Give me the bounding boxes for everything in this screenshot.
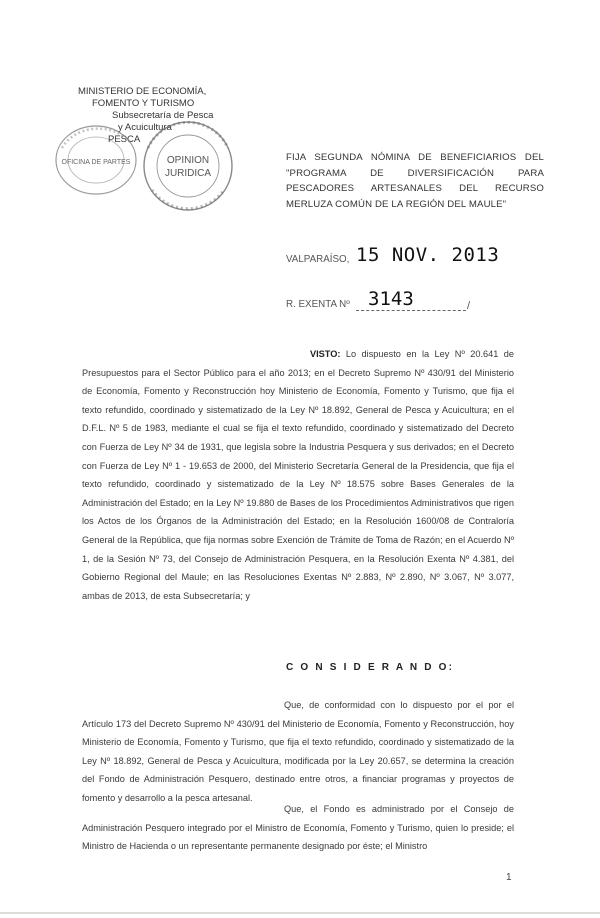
resolution-suffix: / xyxy=(467,300,471,312)
resolution-number: 3143 xyxy=(368,288,414,310)
official-stamp xyxy=(48,118,238,218)
considerando-paragraph-1 xyxy=(82,696,514,808)
ministry-line-5: PESCA xyxy=(108,134,141,145)
paragraph-2-text: Que, el Fondo es administrado por el Consejo de Administración Pesquero integrado por el Ministro de Economía, Fomento y Turismo, quien lo preside; el Ministro de Hacienda o un representante permanente designado por éste; el Ministro xyxy=(82,804,514,852)
ministry-line-1: MINISTERIO DE ECONOMÍA, xyxy=(78,86,207,97)
ministry-line-3: Subsecretaría de Pesca xyxy=(112,110,214,121)
page-number: 1 xyxy=(506,872,512,883)
resolution-label: R. EXENTA Nº xyxy=(286,299,350,310)
stamp-inner-line-2: JURIDICA xyxy=(164,168,212,179)
stamp-inner-line-1: OPINION xyxy=(166,155,210,166)
visto-text: Lo dispuesto en la Ley Nº 20.641 de Presupuestos para el Sector Público para el año 2013; en el Decreto Supremo Nº 430/91 del Ministerio de Economía, Fomento y Reconstrucción hoy Ministerio de Economía, Fomento y Turismo, que fija el texto refundido, coordinado y sistematizado de la Ley Nº 18.892, General de Pesca y Acuicultura; en el D.F.L. Nº 5 de 1983, mediante el cual se fija el texto refundido, coordinado y sistematizado del Decreto con Fuerza de Ley Nº 34 de 1931, que legisla sobre la Industria Pesquera y sus derivados; en el Decreto con Fuerza de Ley Nº 1 - 19.653 de 2000, del Ministerio Secretaría General de la Presidencia, que fija el texto refundido, coordinado y sistematizado de la Ley Nº 18.575 sobre Bases Generales de la Administración del Estado; en la Ley Nº 19.880 de Bases de los Procedimientos Administrativos que rigen los Actos de los Órganos de la Administración del Estado; en la Resolución 1600/08 de Contraloría General de la República, que fija normas sobre Exención de Trámite de Toma de Razón; en el Acuerdo Nº 1, de la Sesión Nº 73, del Consejo de Administración Pesquera, en la Resolución Exenta Nº 4.381, del Gobierno Regional del Maule; en las Resoluciones Exentas Nº 2.883, Nº 2.890, Nº 3.067, Nº 3.077, ambas de 2013, de esta Subsecretaría; y xyxy=(82,349,514,601)
considerando-paragraph-2 xyxy=(82,800,514,856)
stamp-seal-icon xyxy=(48,118,238,218)
paragraph-1-text: Que, de conformidad con lo dispuesto por el por el Artículo 173 del Decreto Supremo Nº 430/91 del Ministerio de Economía, Fomento y Reconstrucción, hoy Ministerio de Economía, Fomento y Turismo, que fija el texto refundido, coordinado y sistematizado de la Ley Nº 18.892, General de Pesca y Acuicultura, modificada por la Ley 20.657, se determina la creación del Fondo de Administración Pesquero, destinado entre otros, a financiar programas y proyectos de fomento y desarrollo a la pesca artesanal. xyxy=(82,700,514,803)
resolution-date: 15 NOV. 2013 xyxy=(356,244,500,266)
ministry-line-2: FOMENTO Y TURISMO xyxy=(92,98,195,109)
visto-label: VISTO: xyxy=(310,349,341,359)
resolution-title: FIJA SEGUNDA NÓMINA DE BENEFICIARIOS DEL "PROGRAMA DE DIVERSIFICACIÓN PARA PESCADORES ARTESANALES DEL RECURSO MERLUZA COMÚN DE LA REGIÓN DEL MAULE" xyxy=(286,152,544,210)
visto-section xyxy=(82,345,514,605)
place-label: VALPARAÍSO, xyxy=(286,254,350,265)
page-bottom-edge xyxy=(0,912,600,914)
resolution-underline xyxy=(356,310,466,311)
stamp-outer-text: OFICINA DE PARTES xyxy=(61,159,131,166)
ministry-line-4: y Acuicultura xyxy=(118,122,172,133)
considerando-heading: C O N S I D E R A N D O: xyxy=(286,662,455,673)
